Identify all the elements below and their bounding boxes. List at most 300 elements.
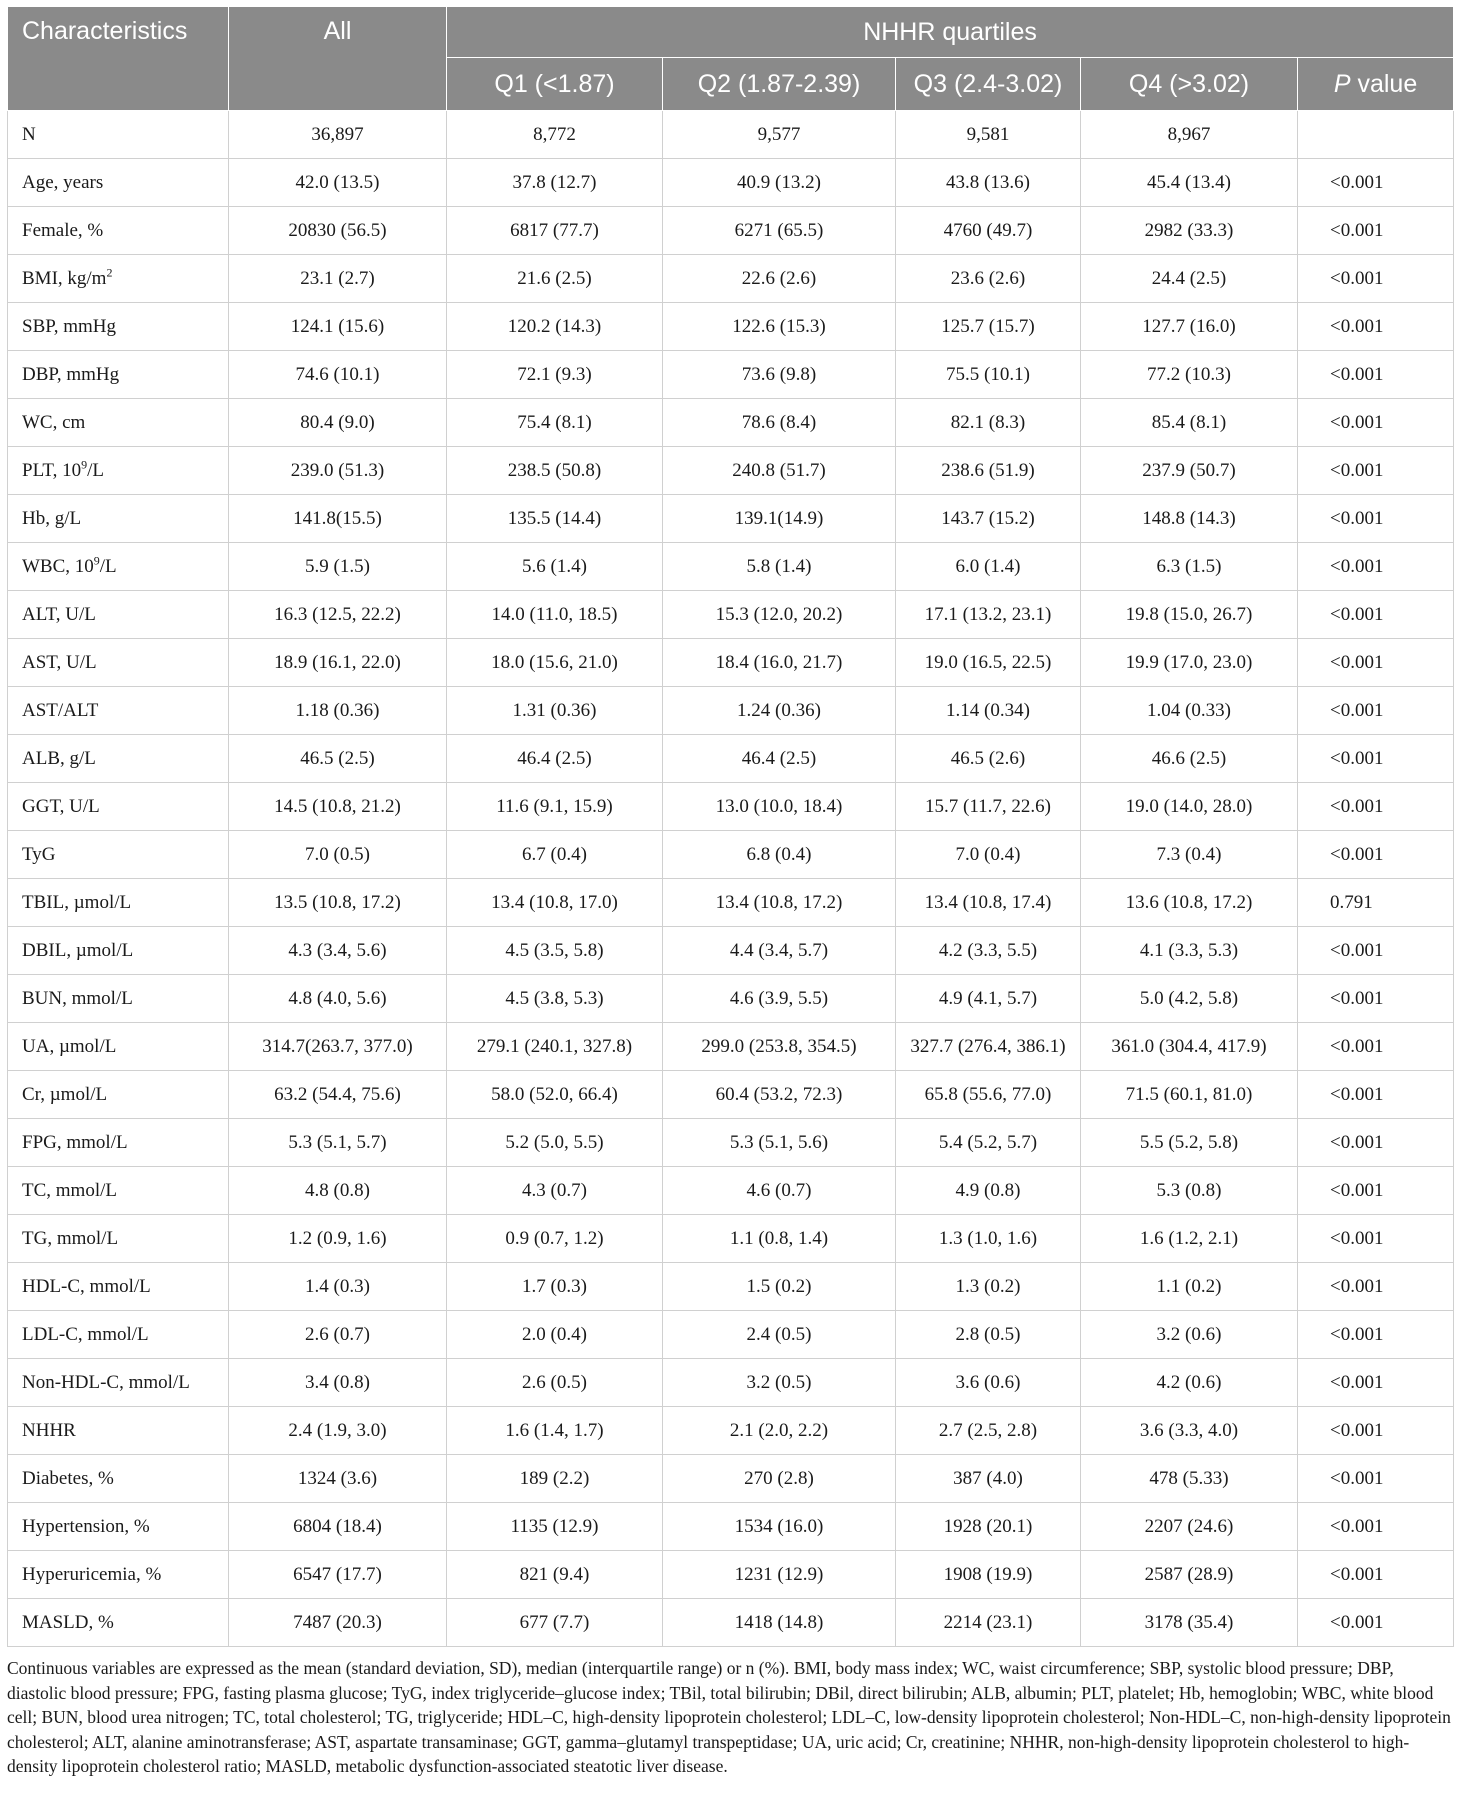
cell-q4: 71.5 (60.1, 81.0) [1081,1071,1298,1119]
cell-q2: 2.1 (2.0, 2.2) [663,1407,896,1455]
cell-p-value: <0.001 [1298,687,1454,735]
cell-q2: 3.2 (0.5) [663,1359,896,1407]
row-label-superscript: 9 [93,553,100,568]
row-label-text: BUN, mmol/L [22,987,133,1009]
cell-p-value: <0.001 [1298,927,1454,975]
header-q2: Q2 (1.87-2.39) [663,58,896,111]
cell-p-value [1298,111,1454,159]
row-label [8,1407,229,1455]
cell-q4: 127.7 (16.0) [1081,303,1298,351]
cell-p-value: <0.001 [1298,591,1454,639]
cell-q1: 14.0 (11.0, 18.5) [447,591,663,639]
cell-q4: 4.2 (0.6) [1081,1359,1298,1407]
header-nhhr-quartiles: NHHR quartiles [447,7,1454,58]
row-label [8,1359,229,1407]
cell-q4: 6.3 (1.5) [1081,543,1298,591]
row-label-text: DBIL, µmol/L [22,939,134,961]
cell-q4: 7.3 (0.4) [1081,831,1298,879]
row-label-text: ALB, g/L [22,747,96,769]
table-row [8,207,1454,255]
cell-q3: 13.4 (10.8, 17.4) [896,879,1081,927]
cell-q2: 1.1 (0.8, 1.4) [663,1215,896,1263]
row-label-text: DBP, mmHg [22,363,120,385]
cell-q3: 125.7 (15.7) [896,303,1081,351]
cell-q3: 75.5 (10.1) [896,351,1081,399]
cell-q1: 1135 (12.9) [447,1503,663,1551]
row-label [8,447,229,495]
row-label [8,399,229,447]
row-label-text: TG, mmol/L [22,1227,119,1249]
table-row [8,1359,1454,1407]
cell-q3: 2.7 (2.5, 2.8) [896,1407,1081,1455]
cell-q1: 37.8 (12.7) [447,159,663,207]
cell-p-value: <0.001 [1298,543,1454,591]
row-label-text: WC, cm [22,411,86,433]
row-label-text: LDL-C, mmol/L [22,1323,149,1345]
cell-q3: 1.3 (0.2) [896,1263,1081,1311]
cell-p-value: <0.001 [1298,1359,1454,1407]
cell-all: 18.9 (16.1, 22.0) [229,639,447,687]
cell-q1: 2.6 (0.5) [447,1359,663,1407]
table-row [8,831,1454,879]
cell-q3: 238.6 (51.9) [896,447,1081,495]
row-label [8,1503,229,1551]
row-label-text: Hb, g/L [22,507,82,529]
cell-q4: 85.4 (8.1) [1081,399,1298,447]
cell-p-value: <0.001 [1298,1503,1454,1551]
cell-q1: 18.0 (15.6, 21.0) [447,639,663,687]
row-label-unit: /L [99,555,117,577]
cell-all: 23.1 (2.7) [229,255,447,303]
cell-q4: 5.5 (5.2, 5.8) [1081,1119,1298,1167]
row-label-unit: /L [87,459,105,481]
cell-q4: 478 (5.33) [1081,1455,1298,1503]
row-label-text: MASLD, % [22,1611,114,1633]
cell-all: 1.4 (0.3) [229,1263,447,1311]
cell-q1: 11.6 (9.1, 15.9) [447,783,663,831]
table-row [8,495,1454,543]
cell-p-value: <0.001 [1298,159,1454,207]
cell-all: 4.3 (3.4, 5.6) [229,927,447,975]
table-row [8,399,1454,447]
cell-q2: 78.6 (8.4) [663,399,896,447]
cell-q4: 237.9 (50.7) [1081,447,1298,495]
cell-q3: 4.9 (4.1, 5.7) [896,975,1081,1023]
row-label [8,255,229,303]
cell-q3: 19.0 (16.5, 22.5) [896,639,1081,687]
row-label [8,1455,229,1503]
row-label [8,1599,229,1647]
cell-q1: 0.9 (0.7, 1.2) [447,1215,663,1263]
cell-q4: 77.2 (10.3) [1081,351,1298,399]
cell-q1: 1.6 (1.4, 1.7) [447,1407,663,1455]
cell-q4: 5.3 (0.8) [1081,1167,1298,1215]
cell-all: 74.6 (10.1) [229,351,447,399]
cell-q1: 4.5 (3.5, 5.8) [447,927,663,975]
row-label-text: UA, µmol/L [22,1035,117,1057]
row-label [8,1551,229,1599]
row-label [8,783,229,831]
cell-all: 239.0 (51.3) [229,447,447,495]
row-label-text: Hypertension, % [22,1515,150,1537]
cell-all: 1324 (3.6) [229,1455,447,1503]
cell-q3: 5.4 (5.2, 5.7) [896,1119,1081,1167]
table-row [8,927,1454,975]
cell-all: 36,897 [229,111,447,159]
cell-q2: 139.1(14.9) [663,495,896,543]
row-label [8,975,229,1023]
cell-all: 4.8 (4.0, 5.6) [229,975,447,1023]
row-label-text: AST/ALT [22,699,99,721]
table-row [8,1455,1454,1503]
table-footnote: Continuous variables are expressed as the mean (standard deviation, SD), median (interquartile range) or n (%). BMI, body mass index; WC, waist circumference; SBP, systolic blood pressure; DBP, diastolic blood pressure; FPG, fasting plasma glucose; TyG, index triglyceride–glucose index; TBil, total bilirubin; DBil, direct bilirubin; ALB, albumin; PLT, platelet; Hb, hemoglobin; WBC, white blood cell; BUN, blood urea nitrogen; TC, total cholesterol; TG, triglyceride; HDL–C, high-density lipoprotein cholesterol; LDL–C, low-density lipoprotein cholesterol; Non-HDL–C, non-high-density lipoprotein cholesterol; ALT, alanine aminotransferase; AST, aspartate transaminase; GGT, gamma–glutamyl transpeptidase; UA, uric acid; Cr, creatinine; NHHR, non-high-density lipoprotein cholesterol to high-density lipoprotein cholesterol ratio; MASLD, metabolic dysfunction-associated steatotic liver disease. [7,1658,1451,1776]
row-label-text: FPG, mmol/L [22,1131,128,1153]
cell-q3: 17.1 (13.2, 23.1) [896,591,1081,639]
cell-q3: 6.0 (1.4) [896,543,1081,591]
cell-p-value: <0.001 [1298,399,1454,447]
cell-q4: 3.6 (3.3, 4.0) [1081,1407,1298,1455]
row-label [8,639,229,687]
cell-q2: 240.8 (51.7) [663,447,896,495]
cell-q4: 3.2 (0.6) [1081,1311,1298,1359]
cell-p-value: <0.001 [1298,351,1454,399]
row-label [8,303,229,351]
cell-q4: 1.6 (1.2, 2.1) [1081,1215,1298,1263]
row-label [8,735,229,783]
cell-q4: 19.8 (15.0, 26.7) [1081,591,1298,639]
cell-all: 5.3 (5.1, 5.7) [229,1119,447,1167]
cell-q3: 4.9 (0.8) [896,1167,1081,1215]
table-row [8,1215,1454,1263]
cell-q1: 189 (2.2) [447,1455,663,1503]
cell-q4: 2587 (28.9) [1081,1551,1298,1599]
header-q1: Q1 (<1.87) [447,58,663,111]
row-label-text: SBP, mmHg [22,315,116,337]
cell-q2: 18.4 (16.0, 21.7) [663,639,896,687]
cell-p-value: <0.001 [1298,207,1454,255]
cell-all: 3.4 (0.8) [229,1359,447,1407]
cell-q3: 327.7 (276.4, 386.1) [896,1023,1081,1071]
table-row [8,1119,1454,1167]
cell-q4: 45.4 (13.4) [1081,159,1298,207]
cell-q4: 24.4 (2.5) [1081,255,1298,303]
cell-q1: 21.6 (2.5) [447,255,663,303]
row-label [8,879,229,927]
header-all: All [229,7,447,111]
table-row [8,639,1454,687]
cell-all: 46.5 (2.5) [229,735,447,783]
cell-p-value: <0.001 [1298,1407,1454,1455]
cell-all: 314.7(263.7, 377.0) [229,1023,447,1071]
row-label-text: Age, years [22,171,104,193]
cell-q1: 6.7 (0.4) [447,831,663,879]
row-label-text: TC, mmol/L [22,1179,117,1201]
cell-p-value: <0.001 [1298,255,1454,303]
cell-all: 63.2 (54.4, 75.6) [229,1071,447,1119]
row-label [8,927,229,975]
cell-q1: 58.0 (52.0, 66.4) [447,1071,663,1119]
cell-q1: 677 (7.7) [447,1599,663,1647]
row-label-text: Cr, µmol/L [22,1083,108,1105]
table-row [8,735,1454,783]
table-row [8,1071,1454,1119]
cell-p-value: <0.001 [1298,1215,1454,1263]
cell-q4: 19.9 (17.0, 23.0) [1081,639,1298,687]
cell-q2: 13.0 (10.0, 18.4) [663,783,896,831]
row-label-text: N [22,123,36,145]
cell-q2: 4.6 (3.9, 5.5) [663,975,896,1023]
table-row [8,1311,1454,1359]
table-row [8,975,1454,1023]
cell-p-value: <0.001 [1298,735,1454,783]
cell-q1: 238.5 (50.8) [447,447,663,495]
cell-q4: 1.1 (0.2) [1081,1263,1298,1311]
cell-q3: 2.8 (0.5) [896,1311,1081,1359]
cell-p-value: <0.001 [1298,447,1454,495]
cell-p-value: <0.001 [1298,495,1454,543]
cell-q4: 4.1 (3.3, 5.3) [1081,927,1298,975]
row-label-text: PLT, 10 [22,459,82,481]
cell-q2: 6271 (65.5) [663,207,896,255]
p-letter: P [1333,69,1351,98]
row-label [8,159,229,207]
cell-q4: 2207 (24.6) [1081,1503,1298,1551]
cell-p-value: <0.001 [1298,1167,1454,1215]
table-row [8,1407,1454,1455]
cell-q3: 7.0 (0.4) [896,831,1081,879]
cell-all: 6547 (17.7) [229,1551,447,1599]
table-row [8,783,1454,831]
table-row [8,255,1454,303]
row-label-text: BMI, kg/m [22,267,107,289]
row-label [8,1071,229,1119]
cell-p-value: <0.001 [1298,639,1454,687]
row-label [8,111,229,159]
cell-all: 20830 (56.5) [229,207,447,255]
cell-q1: 1.31 (0.36) [447,687,663,735]
row-label-text: ALT, U/L [22,603,96,625]
baseline-characteristics-table [7,6,1454,1647]
cell-p-value: 0.791 [1298,879,1454,927]
cell-q1: 4.3 (0.7) [447,1167,663,1215]
cell-q3: 4.2 (3.3, 5.5) [896,927,1081,975]
cell-q2: 40.9 (13.2) [663,159,896,207]
cell-q1: 2.0 (0.4) [447,1311,663,1359]
row-label [8,495,229,543]
cell-q3: 387 (4.0) [896,1455,1081,1503]
header-q4: Q4 (>3.02) [1081,58,1298,111]
cell-q1: 821 (9.4) [447,1551,663,1599]
table-row [8,1599,1454,1647]
cell-q4: 8,967 [1081,111,1298,159]
cell-q2: 5.3 (5.1, 5.6) [663,1119,896,1167]
cell-q1: 279.1 (240.1, 327.8) [447,1023,663,1071]
cell-q1: 120.2 (14.3) [447,303,663,351]
table-row [8,1023,1454,1071]
cell-p-value: <0.001 [1298,303,1454,351]
cell-q2: 1418 (14.8) [663,1599,896,1647]
cell-q4: 46.6 (2.5) [1081,735,1298,783]
table-row [8,1503,1454,1551]
cell-q4: 361.0 (304.4, 417.9) [1081,1023,1298,1071]
table-row [8,687,1454,735]
cell-p-value: <0.001 [1298,975,1454,1023]
table-row [8,543,1454,591]
row-label [8,351,229,399]
cell-q2: 1534 (16.0) [663,1503,896,1551]
cell-q2: 1.5 (0.2) [663,1263,896,1311]
row-label [8,591,229,639]
row-label [8,1311,229,1359]
row-label [8,831,229,879]
cell-p-value: <0.001 [1298,1599,1454,1647]
row-label [8,207,229,255]
row-label-text: TyG [22,843,56,865]
cell-p-value: <0.001 [1298,831,1454,879]
cell-q3: 1928 (20.1) [896,1503,1081,1551]
row-label-text: AST, U/L [22,651,97,673]
table-row [8,351,1454,399]
cell-all: 16.3 (12.5, 22.2) [229,591,447,639]
cell-q1: 5.2 (5.0, 5.5) [447,1119,663,1167]
cell-q3: 82.1 (8.3) [896,399,1081,447]
row-label [8,543,229,591]
cell-q3: 15.7 (11.7, 22.6) [896,783,1081,831]
cell-all: 1.2 (0.9, 1.6) [229,1215,447,1263]
cell-q4: 148.8 (14.3) [1081,495,1298,543]
row-label [8,1263,229,1311]
cell-q1: 8,772 [447,111,663,159]
cell-p-value: <0.001 [1298,1071,1454,1119]
cell-q3: 65.8 (55.6, 77.0) [896,1071,1081,1119]
cell-q4: 13.6 (10.8, 17.2) [1081,879,1298,927]
cell-q1: 75.4 (8.1) [447,399,663,447]
table-row [8,1167,1454,1215]
cell-all: 7487 (20.3) [229,1599,447,1647]
cell-p-value: <0.001 [1298,1551,1454,1599]
table-header [8,7,1454,111]
table-row [8,591,1454,639]
cell-q4: 19.0 (14.0, 28.0) [1081,783,1298,831]
header-p-value [1298,58,1454,111]
row-label-text: HDL-C, mmol/L [22,1275,151,1297]
cell-q3: 2214 (23.1) [896,1599,1081,1647]
row-label-text: TBIL, µmol/L [22,891,132,913]
cell-q1: 13.4 (10.8, 17.0) [447,879,663,927]
cell-q2: 4.4 (3.4, 5.7) [663,927,896,975]
cell-all: 80.4 (9.0) [229,399,447,447]
cell-all: 5.9 (1.5) [229,543,447,591]
table-row [8,303,1454,351]
cell-q2: 46.4 (2.5) [663,735,896,783]
table-row [8,447,1454,495]
cell-q1: 72.1 (9.3) [447,351,663,399]
cell-q2: 13.4 (10.8, 17.2) [663,879,896,927]
cell-q2: 270 (2.8) [663,1455,896,1503]
cell-p-value: <0.001 [1298,1311,1454,1359]
row-label-superscript: 2 [106,265,113,280]
cell-q2: 1231 (12.9) [663,1551,896,1599]
cell-all: 124.1 (15.6) [229,303,447,351]
cell-q3: 143.7 (15.2) [896,495,1081,543]
cell-q3: 1.3 (1.0, 1.6) [896,1215,1081,1263]
cell-q2: 1.24 (0.36) [663,687,896,735]
cell-q4: 3178 (35.4) [1081,1599,1298,1647]
cell-q1: 46.4 (2.5) [447,735,663,783]
cell-q3: 1.14 (0.34) [896,687,1081,735]
p-rest: value [1350,69,1418,98]
cell-all: 7.0 (0.5) [229,831,447,879]
table-row [8,111,1454,159]
table-row [8,1551,1454,1599]
row-label-text: Hyperuricemia, % [22,1563,162,1585]
cell-all: 42.0 (13.5) [229,159,447,207]
table-row [8,879,1454,927]
row-label-text: NHHR [22,1419,76,1441]
cell-q1: 6817 (77.7) [447,207,663,255]
cell-q2: 299.0 (253.8, 354.5) [663,1023,896,1071]
cell-q4: 1.04 (0.33) [1081,687,1298,735]
cell-q3: 1908 (19.9) [896,1551,1081,1599]
row-label-text: GGT, U/L [22,795,100,817]
row-label-text: Diabetes, % [22,1467,114,1489]
cell-q4: 5.0 (4.2, 5.8) [1081,975,1298,1023]
row-label [8,1167,229,1215]
cell-all: 6804 (18.4) [229,1503,447,1551]
row-label [8,687,229,735]
cell-q3: 23.6 (2.6) [896,255,1081,303]
cell-all: 2.6 (0.7) [229,1311,447,1359]
cell-all: 1.18 (0.36) [229,687,447,735]
cell-q2: 122.6 (15.3) [663,303,896,351]
cell-p-value: <0.001 [1298,1119,1454,1167]
cell-q3: 43.8 (13.6) [896,159,1081,207]
table-row [8,159,1454,207]
cell-q2: 2.4 (0.5) [663,1311,896,1359]
header-q3: Q3 (2.4-3.02) [896,58,1081,111]
cell-q1: 135.5 (14.4) [447,495,663,543]
cell-p-value: <0.001 [1298,783,1454,831]
cell-q2: 73.6 (9.8) [663,351,896,399]
cell-q4: 2982 (33.3) [1081,207,1298,255]
cell-q3: 4760 (49.7) [896,207,1081,255]
cell-p-value: <0.001 [1298,1455,1454,1503]
cell-q2: 4.6 (0.7) [663,1167,896,1215]
cell-all: 13.5 (10.8, 17.2) [229,879,447,927]
cell-p-value: <0.001 [1298,1263,1454,1311]
cell-q1: 1.7 (0.3) [447,1263,663,1311]
row-label [8,1023,229,1071]
row-label-superscript: 9 [81,457,88,472]
row-label [8,1215,229,1263]
cell-q2: 15.3 (12.0, 20.2) [663,591,896,639]
cell-q2: 22.6 (2.6) [663,255,896,303]
cell-q3: 9,581 [896,111,1081,159]
cell-q1: 5.6 (1.4) [447,543,663,591]
cell-all: 141.8(15.5) [229,495,447,543]
row-label-text: Female, % [22,219,104,241]
cell-q2: 60.4 (53.2, 72.3) [663,1071,896,1119]
cell-q2: 6.8 (0.4) [663,831,896,879]
cell-all: 2.4 (1.9, 3.0) [229,1407,447,1455]
row-label-text: WBC, 10 [22,555,94,577]
cell-q3: 46.5 (2.6) [896,735,1081,783]
cell-q1: 4.5 (3.8, 5.3) [447,975,663,1023]
cell-q2: 9,577 [663,111,896,159]
baseline-characteristics-table-container [7,6,1453,1779]
cell-p-value: <0.001 [1298,1023,1454,1071]
cell-all: 4.8 (0.8) [229,1167,447,1215]
